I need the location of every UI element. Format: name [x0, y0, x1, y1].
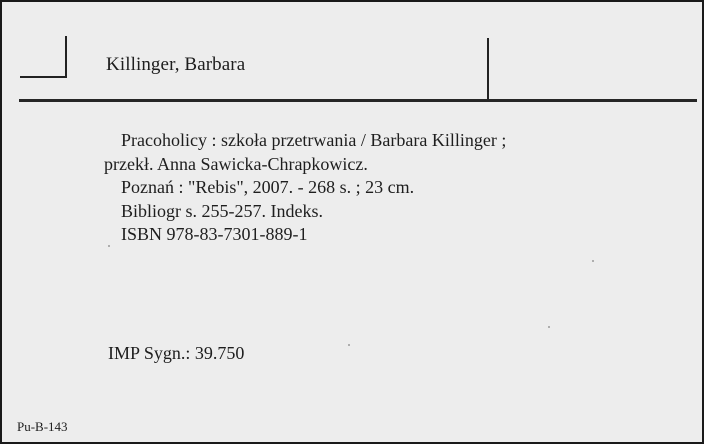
paper-speck: [108, 245, 110, 247]
notes-line: Bibliogr s. 255-257. Indeks.: [121, 200, 323, 221]
vertical-rule: [487, 38, 489, 100]
call-number: IMP Sygn.: 39.750: [108, 343, 245, 363]
publication-line: Poznań : "Rebis", 2007. - 268 s. ; 23 cm.: [121, 177, 415, 197]
paper-speck: [548, 326, 550, 328]
paper-speck: [592, 260, 594, 262]
corner-mark-horizontal: [20, 76, 67, 78]
bibliographic-description: [104, 129, 644, 247]
paper-speck: [348, 344, 350, 346]
horizontal-rule: [19, 99, 697, 102]
translator-line: przekł. Anna Sawicka-Chrapkowicz.: [104, 153, 368, 174]
card-code: Pu-B-143: [17, 419, 68, 434]
isbn-line: ISBN 978-83-7301-889-1: [121, 224, 308, 244]
corner-mark-vertical: [65, 36, 67, 78]
title-line: Pracoholicy : szkoła przetrwania / Barbara Killinger ;: [121, 130, 507, 150]
author-heading: Killinger, Barbara: [106, 54, 246, 75]
